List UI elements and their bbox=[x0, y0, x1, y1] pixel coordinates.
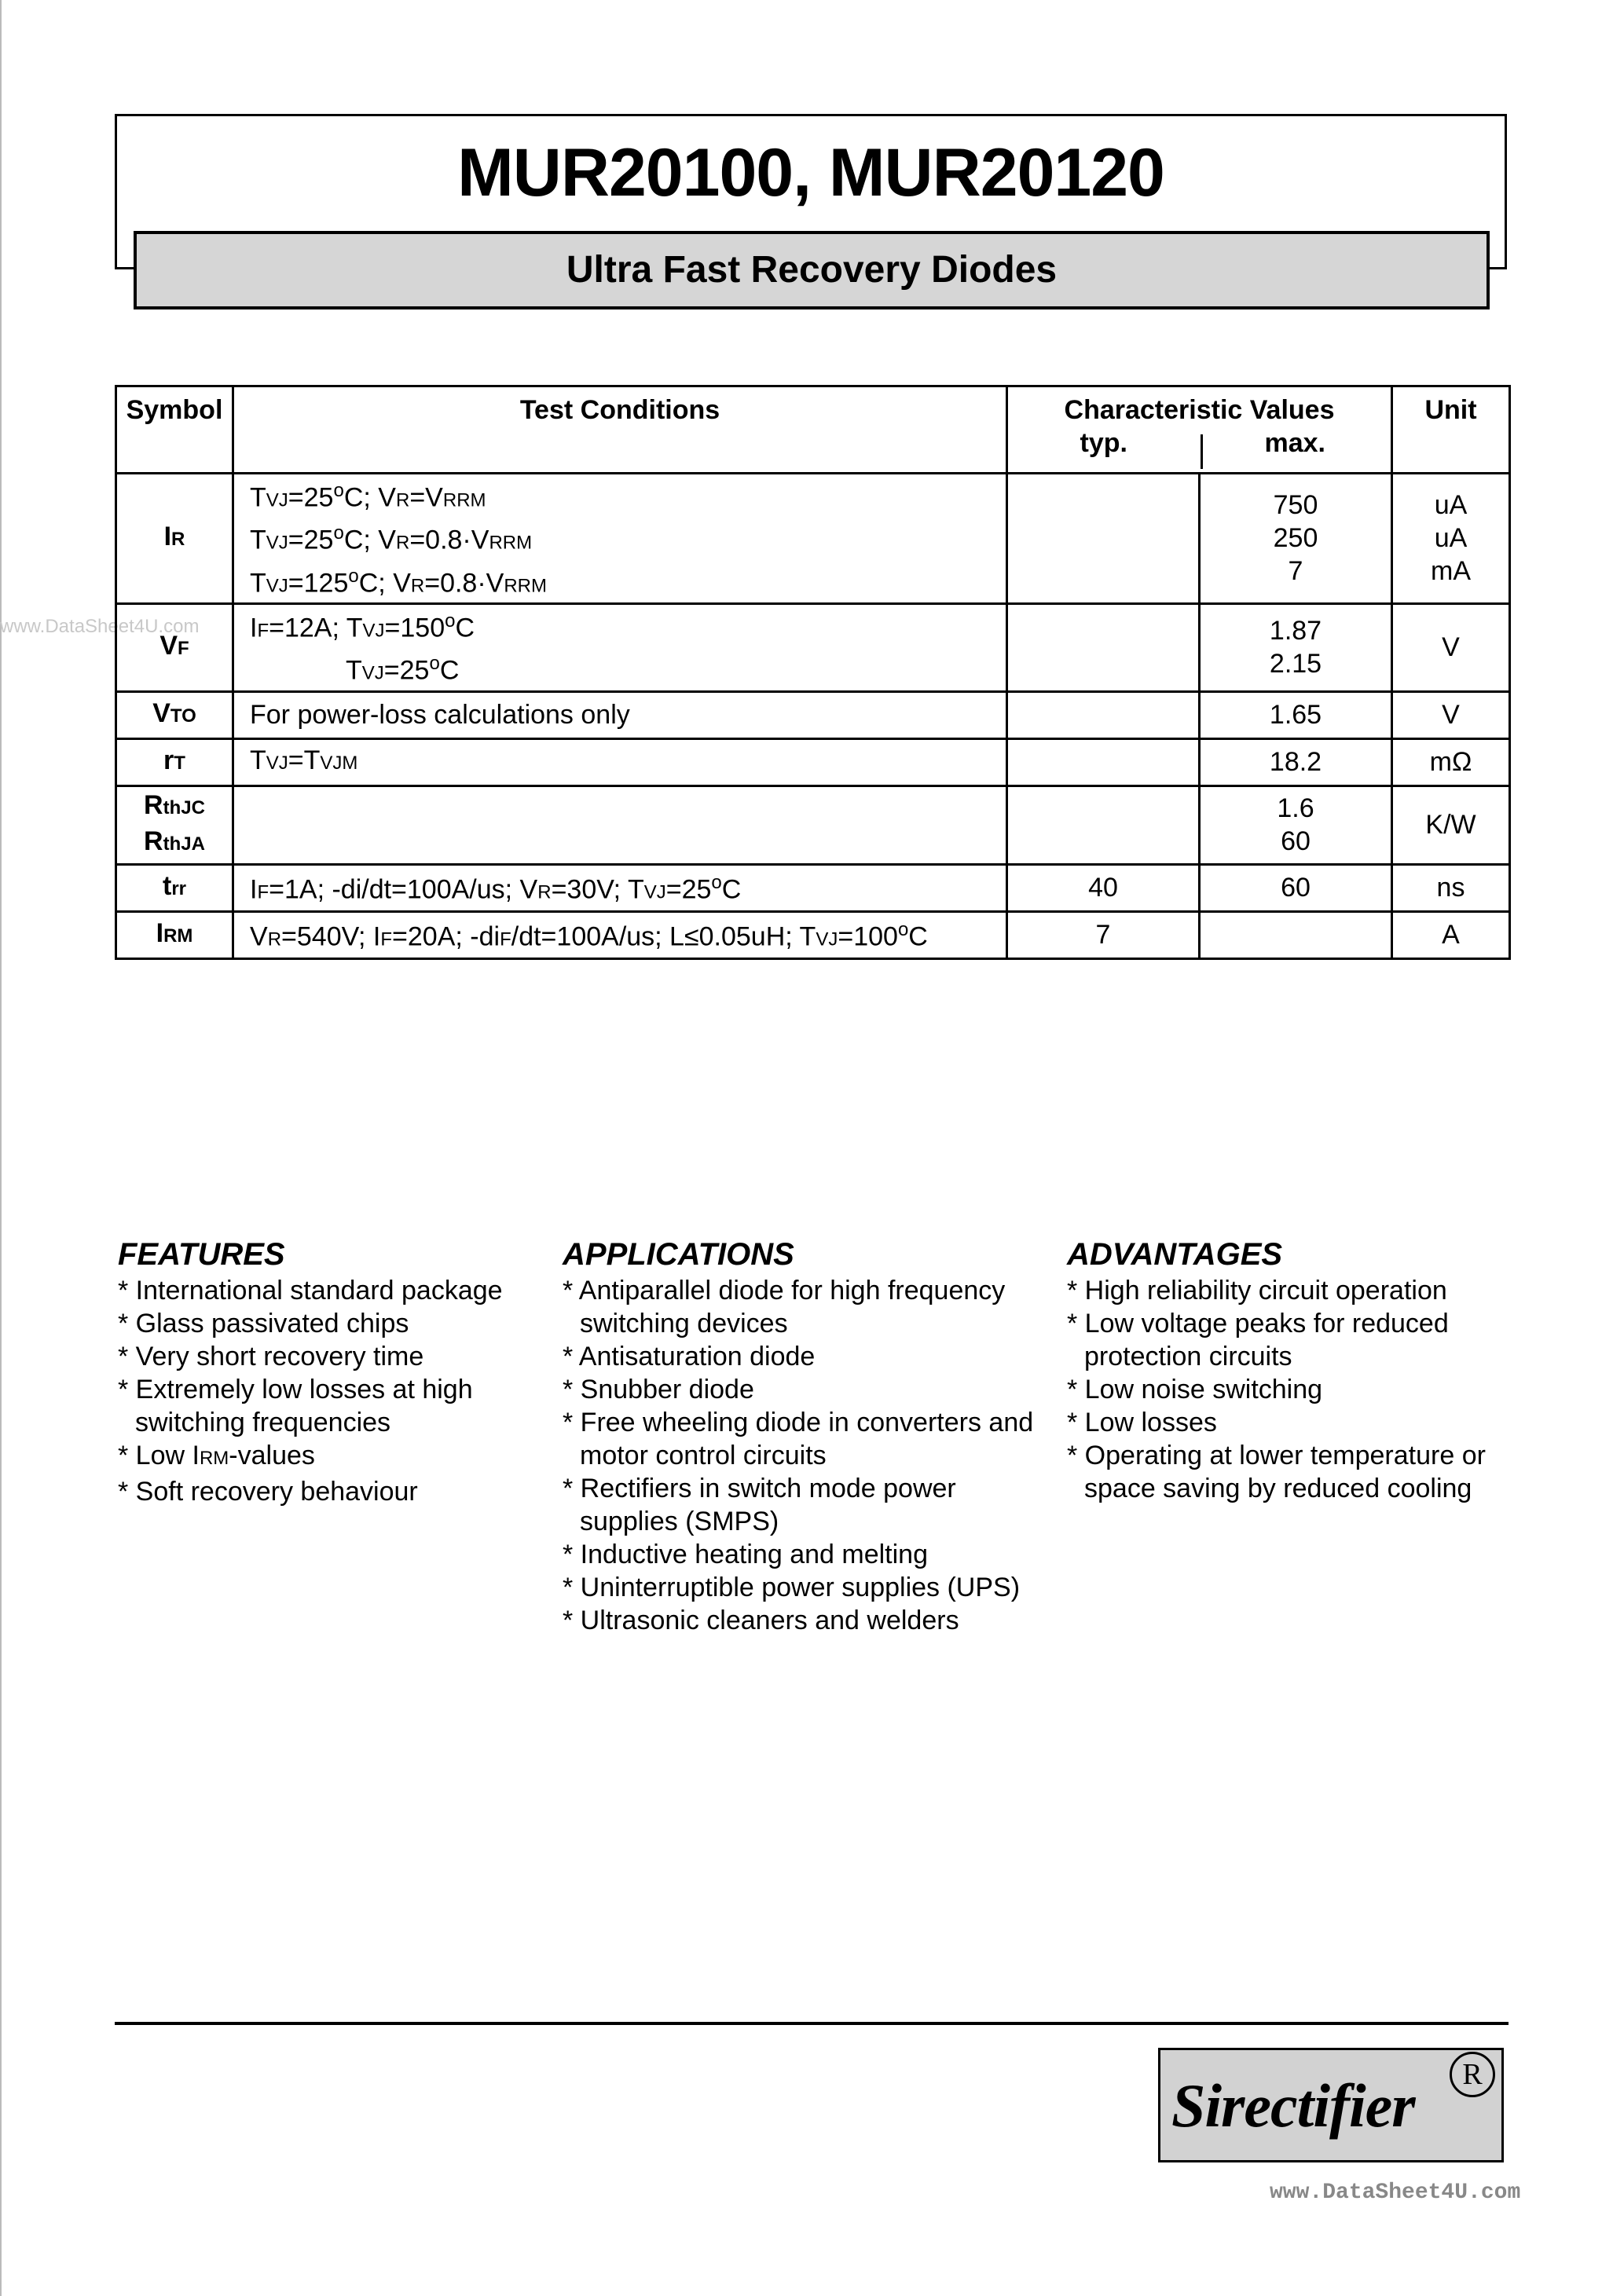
header-max: max. bbox=[1264, 428, 1325, 458]
max-cell: 18.2 bbox=[1200, 738, 1392, 785]
symbol-cell: IR bbox=[116, 474, 233, 604]
header-char-values-title: Characteristic Values bbox=[1064, 395, 1335, 425]
table-row-trr bbox=[116, 864, 1510, 911]
typ-cell bbox=[1007, 603, 1200, 691]
page-edge-line bbox=[0, 0, 2, 2296]
table-row-rth bbox=[116, 785, 1510, 864]
applications-list bbox=[563, 1274, 1050, 1637]
list-item: * Rectifiers in switch mode power supplies (SMPS) bbox=[563, 1474, 956, 1536]
conditions-cell: TVJ=TVJM bbox=[233, 738, 1007, 785]
unit-cell: ns bbox=[1392, 864, 1510, 911]
list-item: * Extremely low losses at high switching frequencies bbox=[118, 1375, 473, 1437]
header-symbol: Symbol bbox=[116, 386, 233, 474]
header-char-values bbox=[1007, 386, 1392, 474]
list-item: * Snubber diode bbox=[563, 1375, 754, 1404]
page-title: MUR20100, MUR20120 bbox=[457, 135, 1164, 211]
page-subtitle: Ultra Fast Recovery Diodes bbox=[134, 231, 1490, 309]
list-item: * Operating at lower temperature or space saving by reduced cooling bbox=[1067, 1441, 1486, 1503]
symbol-cell: IRM bbox=[116, 911, 233, 958]
spec-table bbox=[115, 385, 1511, 960]
applications-section bbox=[563, 1235, 1050, 1637]
list-item: * International standard package bbox=[118, 1276, 503, 1305]
list-item: * Inductive heating and melting bbox=[563, 1540, 928, 1569]
condition-line: IF=12A; $TVJ=150^oC$ bbox=[250, 610, 475, 643]
unit-cell: K/W bbox=[1392, 785, 1510, 864]
features-heading: FEATURES bbox=[118, 1237, 285, 1272]
typ-cell bbox=[1007, 691, 1200, 738]
applications-heading: APPLICATIONS bbox=[563, 1237, 794, 1272]
unit-cell: uA uA mA bbox=[1392, 474, 1510, 604]
typ-cell: 7 bbox=[1007, 911, 1200, 958]
list-item: * Low noise switching bbox=[1067, 1375, 1323, 1404]
features-list bbox=[118, 1274, 542, 1508]
max-cell bbox=[1200, 911, 1392, 958]
list-item: * Antisaturation diode bbox=[563, 1342, 816, 1371]
typ-cell: 40 bbox=[1007, 864, 1200, 911]
symbol-cell: trr bbox=[116, 864, 233, 911]
max-cell: 1.87 2.15 bbox=[1200, 603, 1392, 691]
unit-cell: mΩ bbox=[1392, 738, 1510, 785]
unit-cell: V bbox=[1392, 603, 1510, 691]
registered-mark-icon: R bbox=[1450, 2052, 1495, 2097]
symbol-cell: rT bbox=[116, 738, 233, 785]
typ-cell bbox=[1007, 474, 1200, 604]
advantages-heading: ADVANTAGES bbox=[1067, 1237, 1283, 1272]
symbol-cell: VF bbox=[116, 603, 233, 691]
footer-divider bbox=[115, 2022, 1509, 2025]
list-item: * Soft recovery behaviour bbox=[118, 1477, 418, 1507]
condition-line: $TVJ=125^oC$; VR=0.8·VRRM bbox=[250, 565, 547, 598]
max-cell: 60 bbox=[1200, 864, 1392, 911]
footer-url: www.DataSheet4U.com bbox=[1270, 2181, 1521, 2205]
header-typ: typ. bbox=[1080, 428, 1127, 458]
table-row-ir bbox=[116, 474, 1510, 604]
unit-cell: V bbox=[1392, 691, 1510, 738]
table-header-row bbox=[116, 386, 1510, 474]
symbol-cell: VTO bbox=[116, 691, 233, 738]
unit-cell: A bbox=[1392, 911, 1510, 958]
max-cell: 1.65 bbox=[1200, 691, 1392, 738]
list-item: * Antiparallel diode for high frequency switching devices bbox=[563, 1276, 1006, 1338]
list-item: * Glass passivated chips bbox=[118, 1309, 409, 1338]
typ-cell bbox=[1007, 785, 1200, 864]
list-item: * Low IRM-values bbox=[118, 1441, 315, 1470]
condition-line: $TVJ=25^oC$ bbox=[346, 653, 460, 686]
conditions-cell bbox=[233, 474, 1007, 604]
features-section bbox=[118, 1235, 542, 1508]
max-cell: 750 250 7 bbox=[1200, 474, 1392, 604]
watermark: www.DataSheet4U.com bbox=[0, 616, 200, 637]
symbol-cell: RthJC RthJA bbox=[116, 785, 233, 864]
conditions-cell: IF=1A; -di/dt=100A/us; VR=30V; $TVJ=25^oC$ bbox=[233, 864, 1007, 911]
condition-line: $TVJ=25^oC$; VR=0.8·VRRM bbox=[250, 522, 533, 555]
list-item: * Low losses bbox=[1067, 1408, 1217, 1437]
list-item: * High reliability circuit operation bbox=[1067, 1276, 1447, 1305]
list-item: * Uninterruptible power supplies (UPS) bbox=[563, 1573, 1021, 1602]
typ-cell bbox=[1007, 738, 1200, 785]
list-item: * Free wheeling diode in converters and motor control circuits bbox=[563, 1408, 1034, 1470]
max-cell: 1.6 60 bbox=[1200, 785, 1392, 864]
conditions-cell: For power-loss calculations only bbox=[233, 691, 1007, 738]
header-conditions: Test Conditions bbox=[233, 386, 1007, 474]
list-item: * Ultrasonic cleaners and welders bbox=[563, 1606, 959, 1635]
table-row-irm bbox=[116, 911, 1510, 958]
table-row-vf bbox=[116, 603, 1510, 691]
condition-line: $TVJ=25^oC$; VR=VRRM bbox=[250, 480, 486, 513]
header-divider bbox=[1201, 434, 1203, 469]
advantages-list bbox=[1067, 1274, 1523, 1505]
table-row-rt bbox=[116, 738, 1510, 785]
header-unit: Unit bbox=[1392, 386, 1510, 474]
conditions-cell bbox=[233, 785, 1007, 864]
list-item: * Very short recovery time bbox=[118, 1342, 424, 1371]
conditions-cell bbox=[233, 603, 1007, 691]
company-logo bbox=[1158, 2048, 1504, 2162]
list-item: * Low voltage peaks for reduced protection circuits bbox=[1067, 1309, 1449, 1371]
logo-text: Sirectifier bbox=[1171, 2071, 1415, 2140]
advantages-section bbox=[1067, 1235, 1523, 1505]
conditions-cell: VR=540V; IF=20A; -diF/dt=100A/us; L≤0.05uH; $TVJ=100^oC$ bbox=[233, 911, 1007, 958]
table-row-vto bbox=[116, 691, 1510, 738]
